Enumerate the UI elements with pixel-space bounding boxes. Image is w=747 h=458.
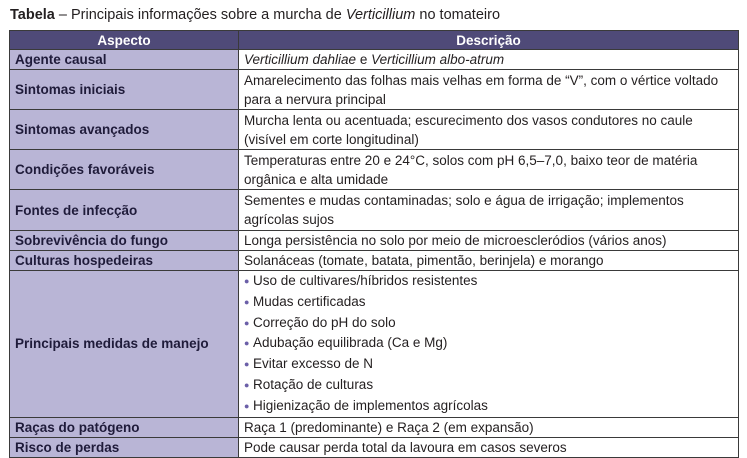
row-label: Risco de perdas [10,437,239,457]
row-label: Fontes de infecção [10,190,239,231]
row-value [239,50,739,70]
list-item-text: Adubação equilibrada (Ca e Mg) [253,335,448,351]
list-item [244,354,733,375]
bullet-icon: ● [244,276,250,286]
row-label: Sintomas avançados [10,110,239,150]
table-row [10,50,739,70]
list-item-text: Higienização de implementos agrícolas [253,397,488,413]
row-value [239,271,739,418]
list-item-text: Evitar excesso de N [253,356,374,372]
bullet-icon: ● [244,359,250,370]
bullet-icon: ● [244,379,250,390]
table-row [10,231,739,251]
caption-prefix: Principais informações sobre a murcha de [70,7,346,23]
row-label: Agente causal [10,50,239,70]
list-item [244,375,733,396]
row-value: Amarelecimento das folhas mais velhas em forma de “V”, com o vértice voltado para a nervura principal [239,70,739,110]
row-label: Condições favoráveis [10,150,239,190]
caption-separator: – [54,7,71,23]
table-caption [10,4,738,26]
bullet-icon: ● [244,338,250,349]
list-item [244,271,733,292]
row-value: Temperaturas entre 20 e 24°C, solos com pH 6,5–7,0, baixo teor de matéria orgânica e alta umidade [239,150,739,190]
row-value: Raça 1 (predominante) e Raça 2 (em expansão) [239,417,739,437]
list-item [244,292,733,313]
agent-species-2: Verticillium albo-atrum [371,52,505,67]
bullet-icon: ● [244,296,250,307]
list-item-text: Uso de cultivares/híbridos resistentes [253,273,478,288]
table-row [10,437,739,457]
header-aspect: Aspecto [10,31,239,50]
row-label: Principais medidas de manejo [10,271,239,418]
management-list [244,271,733,417]
list-item [244,313,733,334]
row-label: Sobrevivência do fungo [10,231,239,251]
list-item-text: Correção do pH do solo [253,314,396,330]
info-table [9,30,739,458]
header-description: Descrição [239,31,739,50]
list-item-text: Mudas certificadas [253,293,366,309]
row-value: Longa persistência no solo por meio de microescleródios (vários anos) [239,231,739,251]
table-row [10,417,739,437]
agent-conjunction: e [356,52,372,67]
table-row [10,190,739,231]
row-value: Murcha lenta ou acentuada; escurecimento dos vasos condutores no caule (visível em corte longitudinal) [239,110,739,150]
caption-italic: Verticillium [345,7,416,23]
row-value: Pode causar perda total da lavoura em casos severos [239,437,739,457]
caption-suffix: no tomateiro [415,7,501,23]
table-row [10,70,739,110]
row-label: Culturas hospedeiras [10,251,239,271]
list-item [244,396,733,417]
table-row [10,271,739,418]
row-value: Solanáceas (tomate, batata, pimentão, berinjela) e morango [239,251,739,271]
agent-species-1: Verticillium dahliae [244,52,357,67]
row-label: Raças do patógeno [10,417,239,437]
table-row [10,150,739,190]
header-row [10,31,739,50]
row-label: Sintomas iniciais [10,70,239,110]
table-row [10,251,739,271]
list-item [244,333,733,354]
caption-label: Tabela [10,7,55,23]
bullet-icon: ● [244,400,250,411]
list-item-text: Rotação de culturas [253,376,374,392]
table-row [10,110,739,150]
bullet-icon: ● [244,317,250,328]
row-value: Sementes e mudas contaminadas; solo e água de irrigação; implementos agrícolas sujos [239,190,739,231]
